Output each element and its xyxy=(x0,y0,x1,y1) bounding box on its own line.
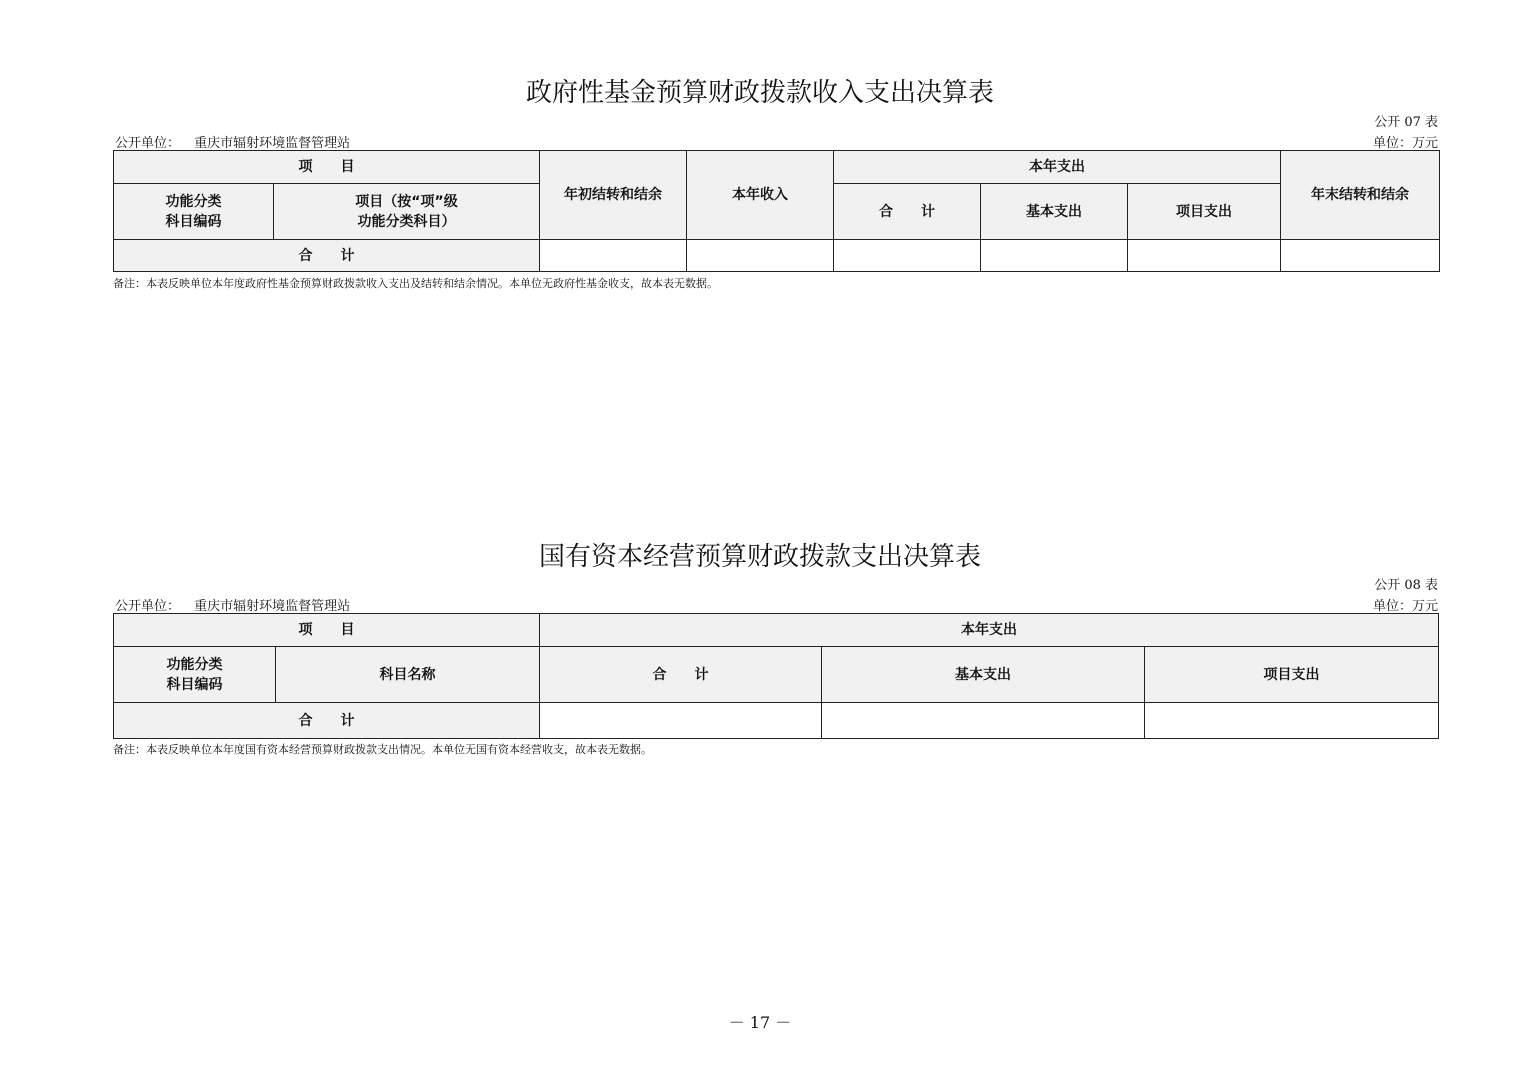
page-number: － 17 － xyxy=(728,1013,792,1032)
unit-org-label: 公开单位： xyxy=(115,599,181,614)
unit-org-name: 重庆市辐射环境监督管理站 xyxy=(194,136,351,151)
table1-note: 备注：本表反映单位本年度政府性基金预算财政拨款收入支出及结转和结余情况。本单位无政府性基金收支，故本表无数据。 xyxy=(113,277,718,290)
table2-grid xyxy=(113,613,1439,739)
table1-unit-org-row xyxy=(115,132,350,151)
header-subject-name: 科目名称 xyxy=(276,647,540,703)
header-income: 本年收入 xyxy=(687,151,834,240)
unit-org-label: 公开单位： xyxy=(115,136,181,151)
header-func-code: 功能分类 科目编码 xyxy=(114,184,274,240)
header-basic: 基本支出 xyxy=(822,647,1145,703)
header-expense: 本年支出 xyxy=(834,151,1281,184)
header-total: 合 计 xyxy=(540,647,822,703)
cell-expense-basic xyxy=(822,703,1145,739)
cell-expense-project xyxy=(1128,240,1281,272)
table2-note: 备注：本表反映单位本年度国有资本经营预算财政拨款支出情况。本单位无国有资本经营收支，故本表无数据。 xyxy=(113,743,652,756)
total-row-label: 合 计 xyxy=(114,240,540,272)
cell-expense-total xyxy=(834,240,981,272)
header-basic: 基本支出 xyxy=(981,184,1128,240)
table1-grid xyxy=(113,150,1440,272)
table1-tag: 公开 07 表 xyxy=(1374,115,1438,130)
table1-unit-label: 单位：万元 xyxy=(1372,136,1438,151)
cell-income xyxy=(687,240,834,272)
cell-expense-project xyxy=(1145,703,1439,739)
header-opening-balance: 年初结转和结余 xyxy=(540,151,687,240)
cell-opening-balance xyxy=(540,240,687,272)
table1-title: 政府性基金预算财政拨款收入支出决算表 xyxy=(525,78,994,108)
header-total: 合 计 xyxy=(834,184,981,240)
cell-expense-total xyxy=(540,703,822,739)
unit-org-name: 重庆市辐射环境监督管理站 xyxy=(194,599,351,614)
total-row-label: 合 计 xyxy=(114,703,540,739)
header-func-code: 功能分类 科目编码 xyxy=(114,647,276,703)
header-item-by-class: 项目（按“项”级 功能分类科目） xyxy=(274,184,540,240)
table2-unit-org-row xyxy=(115,595,350,614)
header-expense: 本年支出 xyxy=(540,614,1439,647)
table2-tag: 公开 08 表 xyxy=(1374,578,1438,593)
header-project: 项目支出 xyxy=(1128,184,1281,240)
header-item: 项 目 xyxy=(114,614,540,647)
cell-closing-balance xyxy=(1281,240,1440,272)
header-closing-balance: 年末结转和结余 xyxy=(1281,151,1440,240)
table2-unit-label: 单位：万元 xyxy=(1372,599,1438,614)
cell-expense-basic xyxy=(981,240,1128,272)
header-project: 项目支出 xyxy=(1145,647,1439,703)
header-item: 项 目 xyxy=(114,151,540,184)
table2-title: 国有资本经营预算财政拨款支出决算表 xyxy=(538,542,981,572)
